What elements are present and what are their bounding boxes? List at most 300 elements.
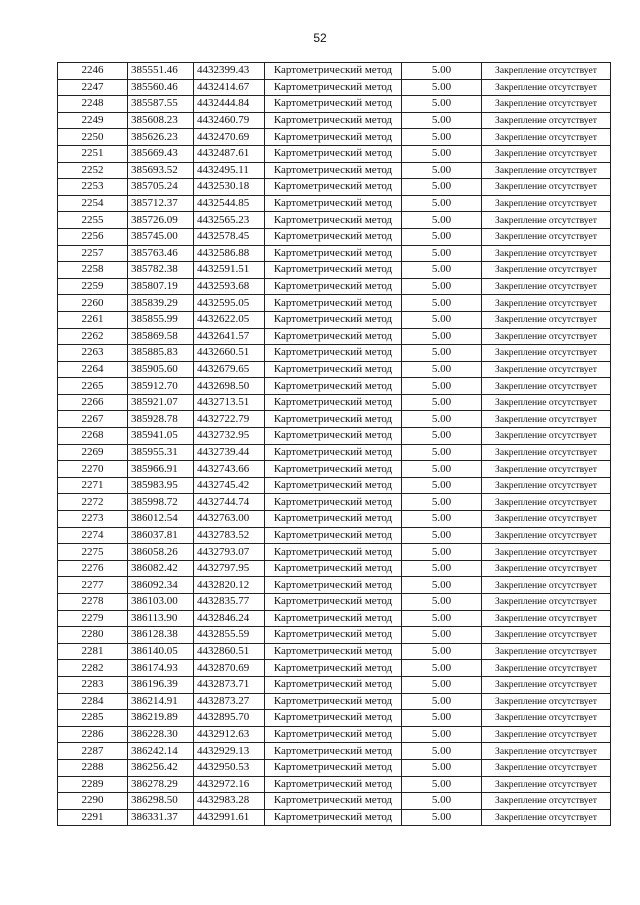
- y-coordinate-cell: 4432860.51: [194, 643, 265, 660]
- table-row: [58, 179, 611, 196]
- point-number-cell: 2270: [58, 461, 128, 478]
- table-row: [58, 444, 611, 461]
- point-number-cell: 2269: [58, 444, 128, 461]
- x-coordinate-cell: 385928.78: [128, 411, 194, 428]
- y-coordinate-cell: 4432399.43: [194, 63, 265, 80]
- table-row: [58, 228, 611, 245]
- table-row: [58, 145, 611, 162]
- table-row: [58, 63, 611, 80]
- y-coordinate-cell: 4432950.53: [194, 759, 265, 776]
- fixing-note-cell: Закрепление отсутствует: [482, 212, 611, 229]
- point-number-cell: 2286: [58, 726, 128, 743]
- x-coordinate-cell: 385955.31: [128, 444, 194, 461]
- table-row: [58, 560, 611, 577]
- x-coordinate-cell: 386256.42: [128, 759, 194, 776]
- accuracy-cell: 5.00: [402, 79, 482, 96]
- accuracy-cell: 5.00: [402, 527, 482, 544]
- method-cell: Картометрический метод: [265, 162, 402, 179]
- point-number-cell: 2285: [58, 710, 128, 727]
- fixing-note-cell: Закрепление отсутствует: [482, 112, 611, 129]
- y-coordinate-cell: 4432595.05: [194, 295, 265, 312]
- point-number-cell: 2248: [58, 96, 128, 113]
- y-coordinate-cell: 4432591.51: [194, 262, 265, 279]
- method-cell: Картометрический метод: [265, 693, 402, 710]
- method-cell: Картометрический метод: [265, 79, 402, 96]
- x-coordinate-cell: 386058.26: [128, 544, 194, 561]
- fixing-note-cell: Закрепление отсутствует: [482, 660, 611, 677]
- fixing-note-cell: Закрепление отсутствует: [482, 96, 611, 113]
- method-cell: Картометрический метод: [265, 643, 402, 660]
- x-coordinate-cell: 386140.05: [128, 643, 194, 660]
- table-row: [58, 361, 611, 378]
- fixing-note-cell: Закрепление отсутствует: [482, 461, 611, 478]
- method-cell: Картометрический метод: [265, 328, 402, 345]
- method-cell: Картометрический метод: [265, 676, 402, 693]
- page-number: 52: [313, 31, 327, 45]
- accuracy-cell: 5.00: [402, 461, 482, 478]
- accuracy-cell: 5.00: [402, 245, 482, 262]
- x-coordinate-cell: 386103.00: [128, 594, 194, 611]
- fixing-note-cell: Закрепление отсутствует: [482, 195, 611, 212]
- accuracy-cell: 5.00: [402, 627, 482, 644]
- fixing-note-cell: Закрепление отсутствует: [482, 643, 611, 660]
- method-cell: Картометрический метод: [265, 394, 402, 411]
- method-cell: Картометрический метод: [265, 477, 402, 494]
- point-number-cell: 2255: [58, 212, 128, 229]
- method-cell: Картометрический метод: [265, 544, 402, 561]
- fixing-note-cell: Закрепление отсутствует: [482, 776, 611, 793]
- accuracy-cell: 5.00: [402, 145, 482, 162]
- fixing-note-cell: Закрепление отсутствует: [482, 378, 611, 395]
- fixing-note-cell: Закрепление отсутствует: [482, 145, 611, 162]
- x-coordinate-cell: 385726.09: [128, 212, 194, 229]
- method-cell: Картометрический метод: [265, 228, 402, 245]
- x-coordinate-cell: 386331.37: [128, 809, 194, 826]
- accuracy-cell: 5.00: [402, 809, 482, 826]
- fixing-note-cell: Закрепление отсутствует: [482, 129, 611, 146]
- table-row: [58, 577, 611, 594]
- fixing-note-cell: Закрепление отсутствует: [482, 693, 611, 710]
- y-coordinate-cell: 4432929.13: [194, 743, 265, 760]
- x-coordinate-cell: 386128.38: [128, 627, 194, 644]
- y-coordinate-cell: 4432414.67: [194, 79, 265, 96]
- accuracy-cell: 5.00: [402, 560, 482, 577]
- point-number-cell: 2268: [58, 428, 128, 445]
- point-number-cell: 2278: [58, 594, 128, 611]
- x-coordinate-cell: 385905.60: [128, 361, 194, 378]
- point-number-cell: 2249: [58, 112, 128, 129]
- table-row: [58, 511, 611, 528]
- x-coordinate-cell: 385839.29: [128, 295, 194, 312]
- point-number-cell: 2260: [58, 295, 128, 312]
- point-number-cell: 2257: [58, 245, 128, 262]
- method-cell: Картометрический метод: [265, 212, 402, 229]
- point-number-cell: 2280: [58, 627, 128, 644]
- x-coordinate-cell: 385921.07: [128, 394, 194, 411]
- x-coordinate-cell: 385705.24: [128, 179, 194, 196]
- fixing-note-cell: Закрепление отсутствует: [482, 627, 611, 644]
- fixing-note-cell: Закрепление отсутствует: [482, 245, 611, 262]
- point-number-cell: 2284: [58, 693, 128, 710]
- method-cell: Картометрический метод: [265, 129, 402, 146]
- fixing-note-cell: Закрепление отсутствует: [482, 278, 611, 295]
- point-number-cell: 2271: [58, 477, 128, 494]
- x-coordinate-cell: 385941.05: [128, 428, 194, 445]
- accuracy-cell: 5.00: [402, 195, 482, 212]
- accuracy-cell: 5.00: [402, 776, 482, 793]
- method-cell: Картометрический метод: [265, 63, 402, 80]
- fixing-note-cell: Закрепление отсутствует: [482, 295, 611, 312]
- table-row: [58, 627, 611, 644]
- method-cell: Картометрический метод: [265, 444, 402, 461]
- accuracy-cell: 5.00: [402, 511, 482, 528]
- point-number-cell: 2274: [58, 527, 128, 544]
- table-row: [58, 461, 611, 478]
- fixing-note-cell: Закрепление отсутствует: [482, 262, 611, 279]
- method-cell: Картометрический метод: [265, 710, 402, 727]
- fixing-note-cell: Закрепление отсутствует: [482, 527, 611, 544]
- fixing-note-cell: Закрепление отсутствует: [482, 793, 611, 810]
- x-coordinate-cell: 386092.34: [128, 577, 194, 594]
- table-row: [58, 594, 611, 611]
- table-body: [58, 63, 611, 826]
- y-coordinate-cell: 4432873.27: [194, 693, 265, 710]
- accuracy-cell: 5.00: [402, 394, 482, 411]
- method-cell: Картометрический метод: [265, 378, 402, 395]
- y-coordinate-cell: 4432530.18: [194, 179, 265, 196]
- table-row: [58, 394, 611, 411]
- y-coordinate-cell: 4432578.45: [194, 228, 265, 245]
- method-cell: Картометрический метод: [265, 145, 402, 162]
- table-row: [58, 527, 611, 544]
- point-number-cell: 2287: [58, 743, 128, 760]
- x-coordinate-cell: 386219.89: [128, 710, 194, 727]
- accuracy-cell: 5.00: [402, 710, 482, 727]
- y-coordinate-cell: 4432745.42: [194, 477, 265, 494]
- method-cell: Картометрический метод: [265, 411, 402, 428]
- point-number-cell: 2250: [58, 129, 128, 146]
- y-coordinate-cell: 4432593.68: [194, 278, 265, 295]
- accuracy-cell: 5.00: [402, 676, 482, 693]
- x-coordinate-cell: 386174.93: [128, 660, 194, 677]
- fixing-note-cell: Закрепление отсутствует: [482, 544, 611, 561]
- accuracy-cell: 5.00: [402, 594, 482, 611]
- table-row: [58, 311, 611, 328]
- point-number-cell: 2266: [58, 394, 128, 411]
- point-number-cell: 2267: [58, 411, 128, 428]
- method-cell: Картометрический метод: [265, 112, 402, 129]
- point-number-cell: 2275: [58, 544, 128, 561]
- x-coordinate-cell: 385763.46: [128, 245, 194, 262]
- accuracy-cell: 5.00: [402, 444, 482, 461]
- point-number-cell: 2261: [58, 311, 128, 328]
- accuracy-cell: 5.00: [402, 96, 482, 113]
- point-number-cell: 2290: [58, 793, 128, 810]
- table-row: [58, 162, 611, 179]
- x-coordinate-cell: 385626.23: [128, 129, 194, 146]
- fixing-note-cell: Закрепление отсутствует: [482, 428, 611, 445]
- x-coordinate-cell: 385587.55: [128, 96, 194, 113]
- accuracy-cell: 5.00: [402, 129, 482, 146]
- x-coordinate-cell: 386113.90: [128, 610, 194, 627]
- y-coordinate-cell: 4432732.95: [194, 428, 265, 445]
- point-number-cell: 2253: [58, 179, 128, 196]
- fixing-note-cell: Закрепление отсутствует: [482, 676, 611, 693]
- table-row: [58, 195, 611, 212]
- y-coordinate-cell: 4432487.61: [194, 145, 265, 162]
- point-number-cell: 2289: [58, 776, 128, 793]
- table-row: [58, 278, 611, 295]
- x-coordinate-cell: 386214.91: [128, 693, 194, 710]
- accuracy-cell: 5.00: [402, 295, 482, 312]
- method-cell: Картометрический метод: [265, 610, 402, 627]
- point-number-cell: 2264: [58, 361, 128, 378]
- method-cell: Картометрический метод: [265, 494, 402, 511]
- x-coordinate-cell: 386082.42: [128, 560, 194, 577]
- accuracy-cell: 5.00: [402, 428, 482, 445]
- fixing-note-cell: Закрепление отсутствует: [482, 345, 611, 362]
- point-number-cell: 2258: [58, 262, 128, 279]
- y-coordinate-cell: 4432763.00: [194, 511, 265, 528]
- method-cell: Картометрический метод: [265, 262, 402, 279]
- fixing-note-cell: Закрепление отсутствует: [482, 743, 611, 760]
- y-coordinate-cell: 4432972.16: [194, 776, 265, 793]
- fixing-note-cell: Закрепление отсутствует: [482, 179, 611, 196]
- point-number-cell: 2272: [58, 494, 128, 511]
- method-cell: Картометрический метод: [265, 179, 402, 196]
- point-number-cell: 2262: [58, 328, 128, 345]
- accuracy-cell: 5.00: [402, 63, 482, 80]
- method-cell: Картометрический метод: [265, 361, 402, 378]
- y-coordinate-cell: 4432565.23: [194, 212, 265, 229]
- y-coordinate-cell: 4432855.59: [194, 627, 265, 644]
- y-coordinate-cell: 4432722.79: [194, 411, 265, 428]
- y-coordinate-cell: 4432622.05: [194, 311, 265, 328]
- table-row: [58, 759, 611, 776]
- table-row: [58, 610, 611, 627]
- y-coordinate-cell: 4432991.61: [194, 809, 265, 826]
- x-coordinate-cell: 385998.72: [128, 494, 194, 511]
- method-cell: Картометрический метод: [265, 295, 402, 312]
- fixing-note-cell: Закрепление отсутствует: [482, 328, 611, 345]
- method-cell: Картометрический метод: [265, 776, 402, 793]
- x-coordinate-cell: 386298.50: [128, 793, 194, 810]
- accuracy-cell: 5.00: [402, 112, 482, 129]
- table-row: [58, 494, 611, 511]
- accuracy-cell: 5.00: [402, 361, 482, 378]
- fixing-note-cell: Закрепление отсутствует: [482, 594, 611, 611]
- method-cell: Картометрический метод: [265, 726, 402, 743]
- table-row: [58, 129, 611, 146]
- method-cell: Картометрический метод: [265, 527, 402, 544]
- table-row: [58, 809, 611, 826]
- table-row: [58, 112, 611, 129]
- accuracy-cell: 5.00: [402, 610, 482, 627]
- x-coordinate-cell: 385885.83: [128, 345, 194, 362]
- table-row: [58, 643, 611, 660]
- fixing-note-cell: Закрепление отсутствует: [482, 610, 611, 627]
- method-cell: Картометрический метод: [265, 560, 402, 577]
- table-row: [58, 428, 611, 445]
- method-cell: Картометрический метод: [265, 809, 402, 826]
- y-coordinate-cell: 4432797.95: [194, 560, 265, 577]
- method-cell: Картометрический метод: [265, 96, 402, 113]
- y-coordinate-cell: 4432444.84: [194, 96, 265, 113]
- point-number-cell: 2273: [58, 511, 128, 528]
- point-number-cell: 2254: [58, 195, 128, 212]
- accuracy-cell: 5.00: [402, 378, 482, 395]
- point-number-cell: 2246: [58, 63, 128, 80]
- y-coordinate-cell: 4432460.79: [194, 112, 265, 129]
- accuracy-cell: 5.00: [402, 577, 482, 594]
- x-coordinate-cell: 385782.38: [128, 262, 194, 279]
- fixing-note-cell: Закрепление отсутствует: [482, 710, 611, 727]
- y-coordinate-cell: 4432739.44: [194, 444, 265, 461]
- accuracy-cell: 5.00: [402, 278, 482, 295]
- table-row: [58, 793, 611, 810]
- point-number-cell: 2251: [58, 145, 128, 162]
- x-coordinate-cell: 385966.91: [128, 461, 194, 478]
- x-coordinate-cell: 385983.95: [128, 477, 194, 494]
- point-number-cell: 2256: [58, 228, 128, 245]
- fixing-note-cell: Закрепление отсутствует: [482, 162, 611, 179]
- table-row: [58, 544, 611, 561]
- accuracy-cell: 5.00: [402, 345, 482, 362]
- y-coordinate-cell: 4432783.52: [194, 527, 265, 544]
- y-coordinate-cell: 4432744.74: [194, 494, 265, 511]
- y-coordinate-cell: 4432835.77: [194, 594, 265, 611]
- point-number-cell: 2263: [58, 345, 128, 362]
- table-row: [58, 710, 611, 727]
- fixing-note-cell: Закрепление отсутствует: [482, 79, 611, 96]
- x-coordinate-cell: 385693.52: [128, 162, 194, 179]
- method-cell: Картометрический метод: [265, 428, 402, 445]
- accuracy-cell: 5.00: [402, 793, 482, 810]
- method-cell: Картометрический метод: [265, 245, 402, 262]
- point-number-cell: 2291: [58, 809, 128, 826]
- table-row: [58, 776, 611, 793]
- accuracy-cell: 5.00: [402, 262, 482, 279]
- method-cell: Картометрический метод: [265, 461, 402, 478]
- y-coordinate-cell: 4432698.50: [194, 378, 265, 395]
- method-cell: Картометрический метод: [265, 627, 402, 644]
- table-row: [58, 345, 611, 362]
- fixing-note-cell: Закрепление отсутствует: [482, 228, 611, 245]
- accuracy-cell: 5.00: [402, 693, 482, 710]
- x-coordinate-cell: 385745.00: [128, 228, 194, 245]
- x-coordinate-cell: 386242.14: [128, 743, 194, 760]
- y-coordinate-cell: 4432679.65: [194, 361, 265, 378]
- x-coordinate-cell: 385855.99: [128, 311, 194, 328]
- table-row: [58, 378, 611, 395]
- fixing-note-cell: Закрепление отсутствует: [482, 63, 611, 80]
- y-coordinate-cell: 4432870.69: [194, 660, 265, 677]
- table-row: [58, 743, 611, 760]
- table-row: [58, 693, 611, 710]
- method-cell: Картометрический метод: [265, 311, 402, 328]
- fixing-note-cell: Закрепление отсутствует: [482, 311, 611, 328]
- x-coordinate-cell: 385912.70: [128, 378, 194, 395]
- accuracy-cell: 5.00: [402, 726, 482, 743]
- y-coordinate-cell: 4432544.85: [194, 195, 265, 212]
- fixing-note-cell: Закрепление отсутствует: [482, 494, 611, 511]
- table-row: [58, 262, 611, 279]
- point-number-cell: 2265: [58, 378, 128, 395]
- method-cell: Картометрический метод: [265, 743, 402, 760]
- x-coordinate-cell: 385551.46: [128, 63, 194, 80]
- point-number-cell: 2288: [58, 759, 128, 776]
- fixing-note-cell: Закрепление отсутствует: [482, 759, 611, 776]
- fixing-note-cell: Закрепление отсутствует: [482, 560, 611, 577]
- table-row: [58, 96, 611, 113]
- table-row: [58, 295, 611, 312]
- accuracy-cell: 5.00: [402, 162, 482, 179]
- point-number-cell: 2252: [58, 162, 128, 179]
- y-coordinate-cell: 4432983.28: [194, 793, 265, 810]
- x-coordinate-cell: 385869.58: [128, 328, 194, 345]
- y-coordinate-cell: 4432895.70: [194, 710, 265, 727]
- point-number-cell: 2247: [58, 79, 128, 96]
- point-number-cell: 2283: [58, 676, 128, 693]
- table-row: [58, 660, 611, 677]
- accuracy-cell: 5.00: [402, 328, 482, 345]
- x-coordinate-cell: 386012.54: [128, 511, 194, 528]
- accuracy-cell: 5.00: [402, 179, 482, 196]
- fixing-note-cell: Закрепление отсутствует: [482, 726, 611, 743]
- accuracy-cell: 5.00: [402, 311, 482, 328]
- method-cell: Картометрический метод: [265, 594, 402, 611]
- y-coordinate-cell: 4432495.11: [194, 162, 265, 179]
- y-coordinate-cell: 4432641.57: [194, 328, 265, 345]
- y-coordinate-cell: 4432743.66: [194, 461, 265, 478]
- point-number-cell: 2279: [58, 610, 128, 627]
- accuracy-cell: 5.00: [402, 228, 482, 245]
- method-cell: Картометрический метод: [265, 195, 402, 212]
- method-cell: Картометрический метод: [265, 345, 402, 362]
- y-coordinate-cell: 4432660.51: [194, 345, 265, 362]
- table-row: [58, 726, 611, 743]
- accuracy-cell: 5.00: [402, 494, 482, 511]
- accuracy-cell: 5.00: [402, 212, 482, 229]
- fixing-note-cell: Закрепление отсутствует: [482, 477, 611, 494]
- table-row: [58, 212, 611, 229]
- table-row: [58, 328, 611, 345]
- accuracy-cell: 5.00: [402, 743, 482, 760]
- fixing-note-cell: Закрепление отсутствует: [482, 394, 611, 411]
- y-coordinate-cell: 4432873.71: [194, 676, 265, 693]
- accuracy-cell: 5.00: [402, 544, 482, 561]
- x-coordinate-cell: 386278.29: [128, 776, 194, 793]
- point-number-cell: 2276: [58, 560, 128, 577]
- point-number-cell: 2259: [58, 278, 128, 295]
- coordinates-table: [57, 62, 611, 826]
- fixing-note-cell: Закрепление отсутствует: [482, 577, 611, 594]
- accuracy-cell: 5.00: [402, 411, 482, 428]
- accuracy-cell: 5.00: [402, 643, 482, 660]
- fixing-note-cell: Закрепление отсутствует: [482, 511, 611, 528]
- x-coordinate-cell: 385669.43: [128, 145, 194, 162]
- x-coordinate-cell: 386037.81: [128, 527, 194, 544]
- y-coordinate-cell: 4432820.12: [194, 577, 265, 594]
- y-coordinate-cell: 4432912.63: [194, 726, 265, 743]
- x-coordinate-cell: 385608.23: [128, 112, 194, 129]
- fixing-note-cell: Закрепление отсутствует: [482, 444, 611, 461]
- fixing-note-cell: Закрепление отсутствует: [482, 361, 611, 378]
- table-row: [58, 411, 611, 428]
- accuracy-cell: 5.00: [402, 660, 482, 677]
- x-coordinate-cell: 385712.37: [128, 195, 194, 212]
- x-coordinate-cell: 385807.19: [128, 278, 194, 295]
